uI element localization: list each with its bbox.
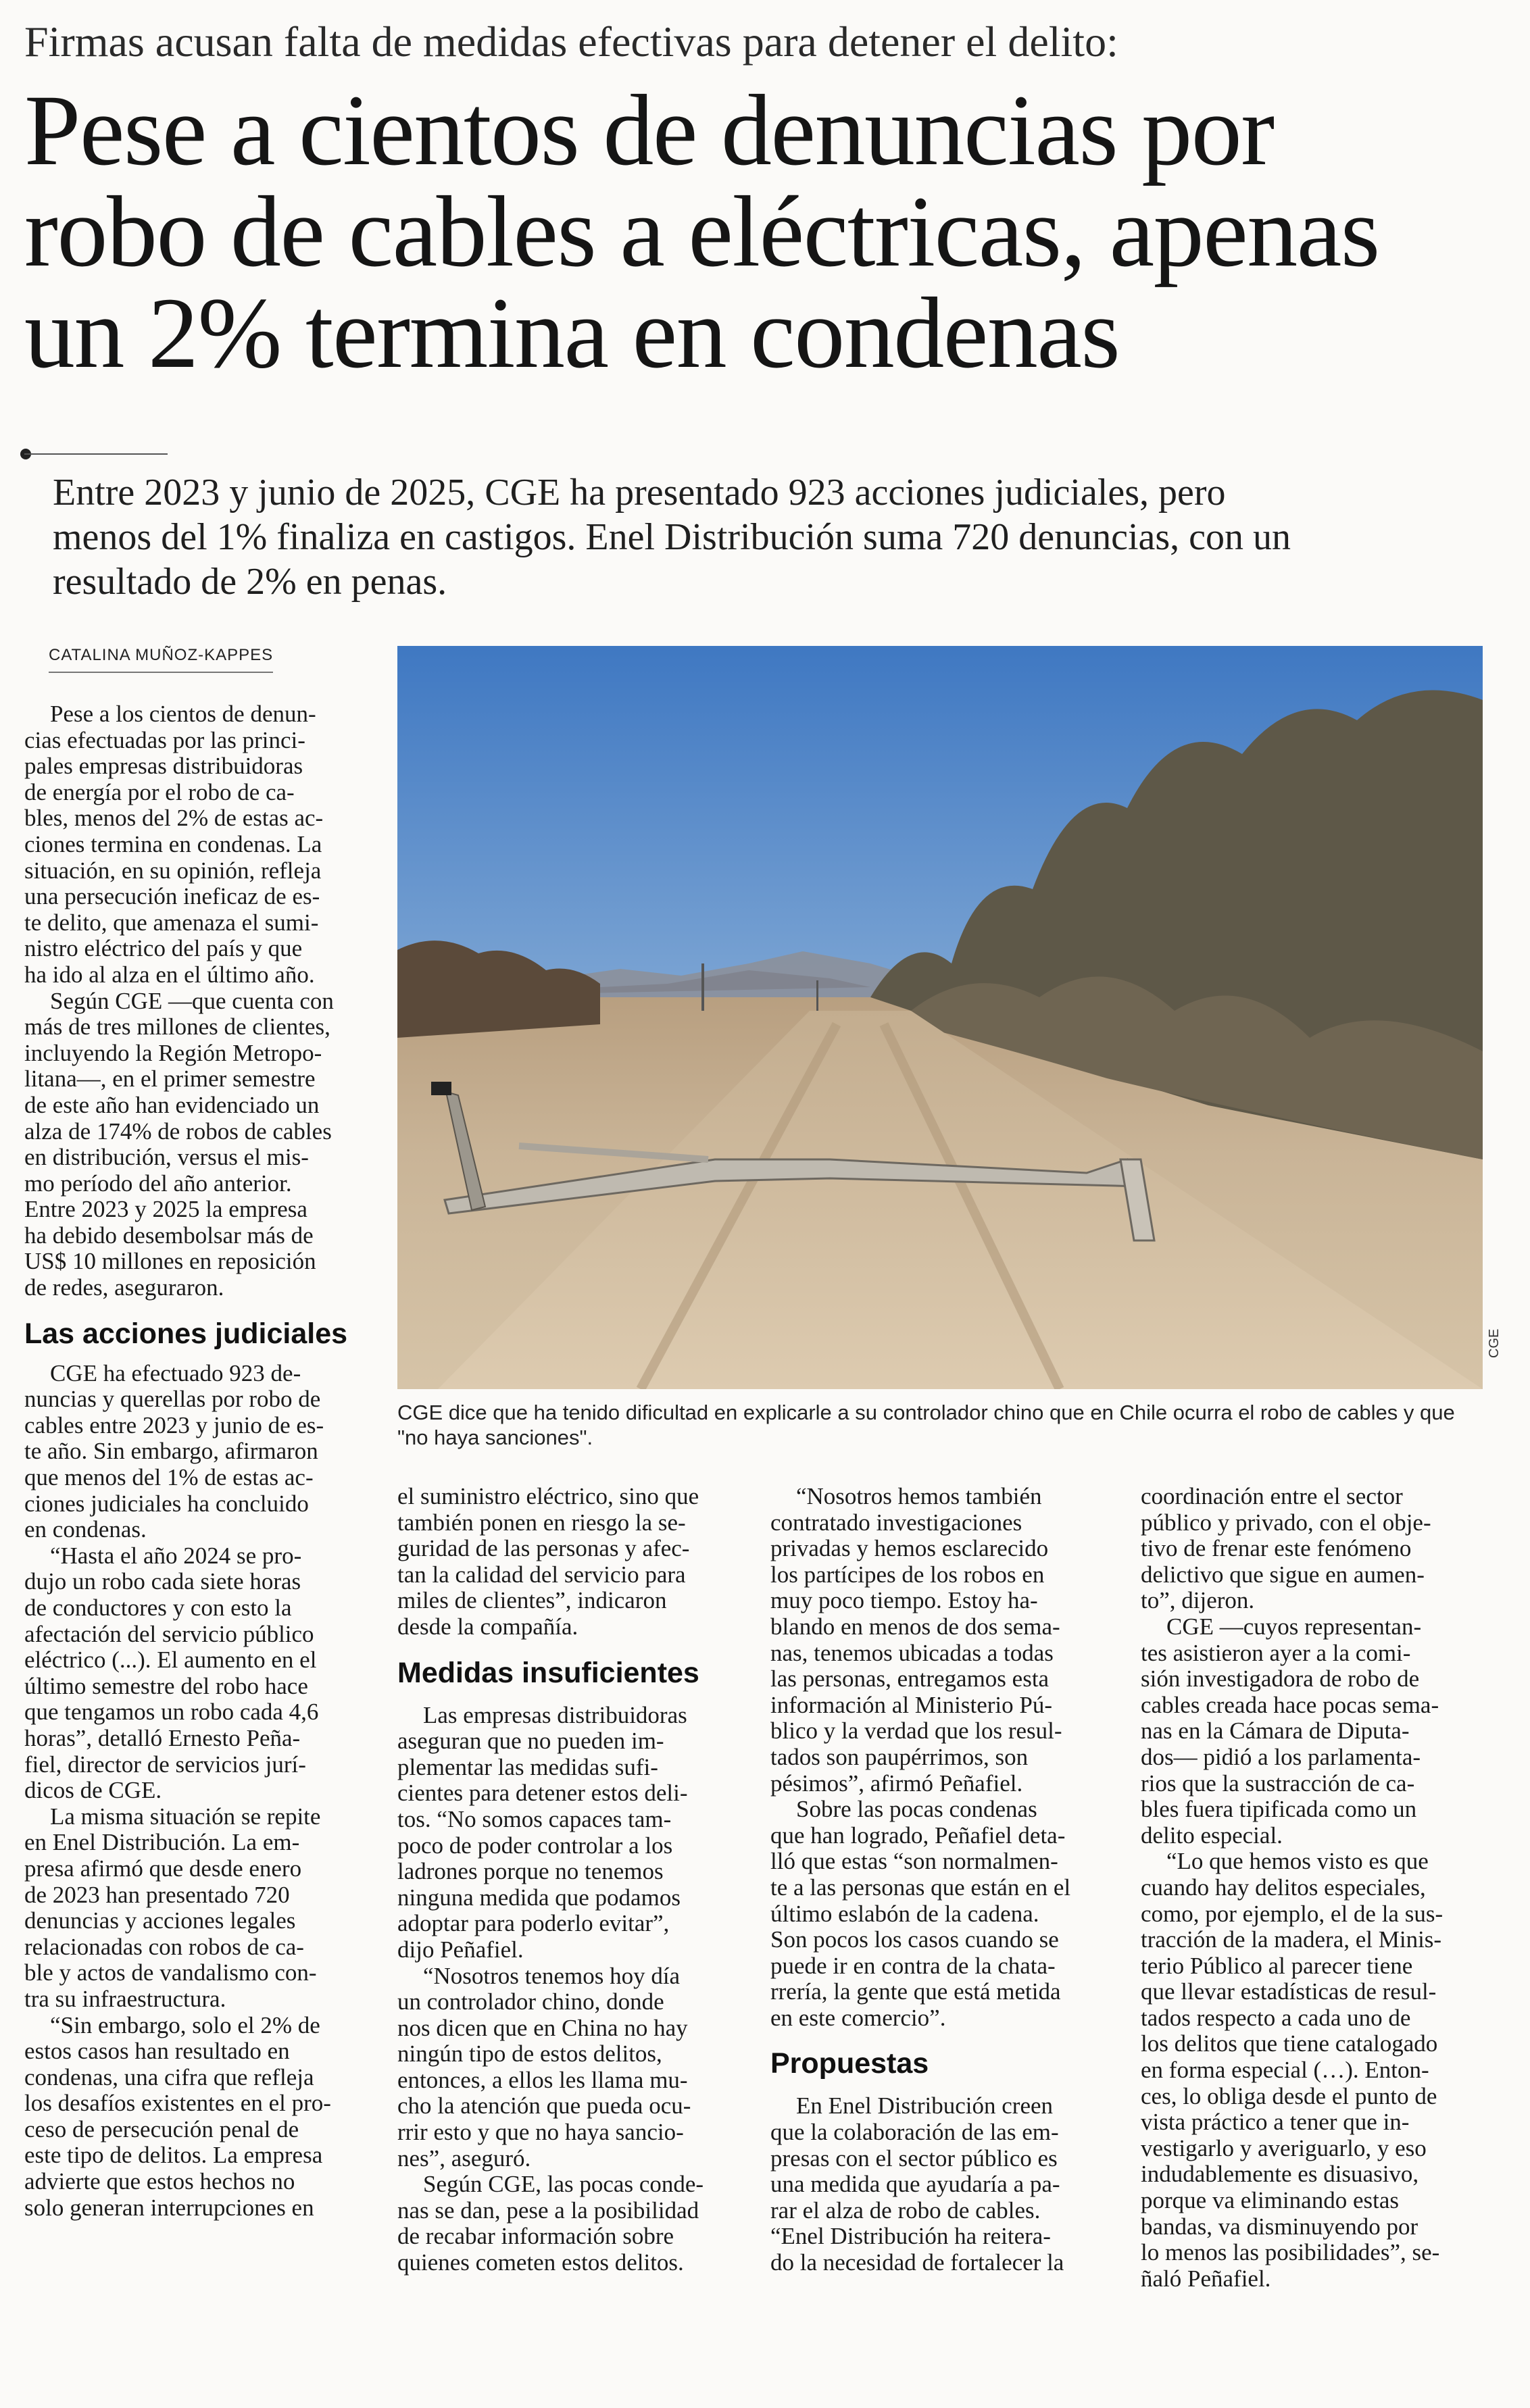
text-line: CGE ha efectuado 923 de- xyxy=(50,1359,301,1386)
text-line: te delito, que amenaza el sumi- xyxy=(24,909,319,936)
text-line: rrir esto y que no haya sancio- xyxy=(397,2119,684,2146)
text-line: de este año han evidenciado un xyxy=(24,1091,320,1118)
column-3 xyxy=(770,1484,1115,2276)
text-line: CGE —cuyos representan- xyxy=(1166,1613,1422,1640)
text-line: de redes, aseguraron. xyxy=(24,1274,224,1301)
text-line: tados respecto a cada uno de xyxy=(1141,2004,1411,2031)
text-line: “Enel Distribución ha reitera- xyxy=(770,2223,1051,2250)
text-line: Sobre las pocas condenas xyxy=(796,1796,1037,1823)
text-line: los delitos que tiene catalogado xyxy=(1141,2030,1438,2057)
text-line: mo período del año anterior. xyxy=(24,1170,292,1197)
text-line: eléctrico (...). El aumento en el xyxy=(24,1647,317,1674)
deck-line: resultado de 2% en penas. xyxy=(53,561,447,603)
text-line: terio Público al parecer tiene xyxy=(1141,1952,1413,1979)
text-line: adoptar para poderlo evitar”, xyxy=(397,1910,670,1937)
text-line: entonces, a ellos les llama mu- xyxy=(397,2066,688,2093)
text-line: en este comercio”. xyxy=(770,2004,946,2031)
text-line: ble y actos de vandalismo con- xyxy=(24,1959,317,1986)
text-line: el suministro eléctrico, sino que xyxy=(397,1483,699,1509)
text-line: Según CGE, las pocas conde- xyxy=(423,2171,704,2198)
text-line: pésimos”, afirmó Peñafiel. xyxy=(770,1770,1023,1797)
text-line: solo generan interrupciones en xyxy=(24,2194,314,2221)
text-line: que han logrado, Peñafiel deta- xyxy=(770,1822,1066,1849)
article-photo xyxy=(397,646,1483,1389)
text-line: En Enel Distribución creen xyxy=(796,2092,1054,2119)
text-line: rios que la sustracción de ca- xyxy=(1141,1770,1415,1797)
text-line: contratado investigaciones xyxy=(770,1509,1022,1536)
text-line: que llevar estadísticas de resul- xyxy=(1141,1978,1437,2005)
text-line: privadas y hemos esclarecido xyxy=(770,1535,1049,1562)
headline-line: un 2% termina en condenas xyxy=(24,277,1120,389)
text-line: Son pocos los casos cuando se xyxy=(770,1926,1059,1953)
text-line: aseguran que no pueden im- xyxy=(397,1728,664,1755)
photo-illustration xyxy=(397,646,1483,1389)
text-line: una persecución ineficaz de es- xyxy=(24,883,320,910)
text-line: muy poco tiempo. Estoy ha- xyxy=(770,1587,1038,1614)
text-line: blando en menos de dos sema- xyxy=(770,1613,1060,1640)
text-line: de energía por el robo de ca- xyxy=(24,778,295,805)
text-line: ñaló Peñafiel. xyxy=(1141,2265,1271,2292)
text-line: tan la calidad del servicio para xyxy=(397,1561,686,1588)
text-line: ningún tipo de estos delitos, xyxy=(397,2040,662,2067)
text-line: los desafíos existentes en el pro- xyxy=(24,2090,331,2117)
text-line: de 2023 han presentado 720 xyxy=(24,1881,290,1908)
kicker: Firmas acusan falta de medidas efectivas para detener el delito: xyxy=(24,18,1118,66)
col4-text xyxy=(1141,1484,1492,2292)
text-line: dicos de CGE. xyxy=(24,1777,162,1804)
text-line: tivo de frenar este fenómeno xyxy=(1141,1535,1412,1562)
text-line: cables entre 2023 y junio de es- xyxy=(24,1411,324,1438)
text-line: nas se dan, pese a la posibilidad xyxy=(397,2197,699,2224)
text-line: información al Ministerio Pú- xyxy=(770,1691,1053,1718)
text-line: este tipo de delitos. La empresa xyxy=(24,2142,323,2169)
text-line: más de tres millones de clientes, xyxy=(24,1013,330,1040)
text-line: relacionadas con robos de ca- xyxy=(24,1933,304,1960)
text-line: nas en la Cámara de Diputa- xyxy=(1141,1717,1410,1745)
text-line: tos. “No somos capaces tam- xyxy=(397,1805,672,1832)
text-line: La misma situación se repite xyxy=(50,1803,321,1830)
text-line: dujo un robo cada siete horas xyxy=(24,1568,301,1595)
text-line: litana—, en el primer semestre xyxy=(24,1065,316,1093)
text-line: quienes cometen estos delitos. xyxy=(397,2249,684,2276)
column-4 xyxy=(1141,1484,1492,2292)
text-line: ha ido al alza en el último año. xyxy=(24,961,315,988)
text-line: último semestre del robo hace xyxy=(24,1672,308,1699)
text-line: te a las personas que están en el xyxy=(770,1874,1071,1901)
col2-bottom-text xyxy=(397,1703,735,2276)
text-line: alza de 174% de robos de cables xyxy=(24,1118,332,1145)
text-line: situación, en su opinión, refleja xyxy=(24,857,322,884)
column-2 xyxy=(397,1484,735,2276)
text-line: do la necesidad de fortalecer la xyxy=(770,2249,1064,2276)
text-line: lo menos las posibilidades”, se- xyxy=(1141,2239,1440,2266)
text-line: desde la compañía. xyxy=(397,1613,578,1640)
column-1 xyxy=(24,701,376,2221)
text-line: tes asistieron ayer a la comi- xyxy=(1141,1639,1411,1666)
text-line: Entre 2023 y 2025 la empresa xyxy=(24,1196,307,1223)
text-line: nistro eléctrico del país y que xyxy=(24,935,303,962)
col2-top-text xyxy=(397,1484,735,1640)
text-line: te año. Sin embargo, afirmaron xyxy=(24,1438,318,1465)
text-line: condenas, una cifra que refleja xyxy=(24,2063,314,2090)
text-line: rrería, la gente que está metida xyxy=(770,1978,1061,2005)
text-line: fiel, director de servicios jurí- xyxy=(24,1751,306,1778)
col1-top-text xyxy=(24,701,376,1301)
text-line: delito especial. xyxy=(1141,1822,1283,1849)
text-line: Pese a los cientos de denun- xyxy=(50,701,316,727)
text-line: en Enel Distribución. La em- xyxy=(24,1829,300,1856)
text-line: horas”, detalló Ernesto Peña- xyxy=(24,1724,301,1751)
text-line: ces, lo obliga desde el punto de xyxy=(1141,2082,1437,2109)
text-line: rar el alza de robo de cables. xyxy=(770,2197,1041,2224)
text-line: puede ir en contra de la chata- xyxy=(770,1952,1056,1979)
text-line: “Lo que hemos visto es que xyxy=(1166,1848,1429,1875)
text-line: ciones judiciales ha concluido xyxy=(24,1490,309,1517)
text-line: como, por ejemplo, el de la sus- xyxy=(1141,1900,1443,1927)
text-line: de recabar información sobre xyxy=(397,2223,674,2250)
text-line: cientes para detener estos deli- xyxy=(397,1780,688,1807)
text-line: estos casos han resultado en xyxy=(24,2038,290,2065)
text-line: “Nosotros hemos también xyxy=(796,1483,1042,1509)
text-line: blico y la verdad que los resul- xyxy=(770,1717,1062,1745)
text-line: ceso de persecución penal de xyxy=(24,2115,299,2142)
text-line: presa afirmó que desde enero xyxy=(24,1855,302,1882)
text-line: ninguna medida que podamos xyxy=(397,1884,681,1911)
text-line: ha debido desembolsar más de xyxy=(24,1222,314,1249)
subhead-medidas-insuficientes: Medidas insuficientes xyxy=(397,1656,699,1689)
text-line: público y privado, con el obje- xyxy=(1141,1509,1431,1536)
text-line: porque va eliminando estas xyxy=(1141,2187,1399,2214)
deck-line: menos del 1% finaliza en castigos. Enel Distribución suma 720 denuncias, con un xyxy=(53,516,1291,558)
col3-top-text xyxy=(770,1484,1115,2031)
text-line: vista práctico a tener que in- xyxy=(1141,2109,1410,2136)
text-line: pales empresas distribuidoras xyxy=(24,753,303,780)
deck-line: Entre 2023 y junio de 2025, CGE ha presentado 923 acciones judiciales, pero xyxy=(53,472,1226,513)
text-line: que menos del 1% de estas ac- xyxy=(24,1464,314,1491)
text-line: miles de clientes”, indicaron xyxy=(397,1587,667,1614)
col1-bottom-text xyxy=(24,1361,376,2222)
text-line: guridad de las personas y afec- xyxy=(397,1535,690,1562)
text-line: que tengamos un robo cada 4,6 xyxy=(24,1699,319,1726)
text-line: ladrones porque no tenemos xyxy=(397,1858,664,1885)
text-line: tados son paupérrimos, son xyxy=(770,1743,1029,1770)
text-line: delictivo que sigue en aumen- xyxy=(1141,1561,1425,1588)
divider xyxy=(24,453,168,455)
caption-line: CGE dice que ha tenido dificultad en explicarle a su controlador chino que en Chile ocurra el robo de cables y que xyxy=(397,1401,1455,1424)
text-line: advierte que estos hechos no xyxy=(24,2168,295,2195)
photo-credit: CGE xyxy=(1487,1328,1502,1358)
text-line: los partícipes de los robos en xyxy=(770,1561,1045,1588)
text-line: poco de poder controlar a los xyxy=(397,1832,673,1859)
text-line: nas, tenemos ubicadas a todas xyxy=(770,1639,1054,1666)
text-line: tracción de la madera, el Minis- xyxy=(1141,1926,1442,1953)
text-line: afectación del servicio público xyxy=(24,1620,314,1647)
text-line: ciones termina en condenas. La xyxy=(24,830,322,857)
text-line: bandas, va disminuyendo por xyxy=(1141,2213,1418,2240)
text-line: presas con el sector público es xyxy=(770,2144,1058,2172)
text-line: último eslabón de la cadena. xyxy=(770,1900,1039,1927)
text-line: cias efectuadas por las princi- xyxy=(24,726,305,753)
text-line: bles, menos del 2% de estas ac- xyxy=(24,805,324,832)
text-line: US$ 10 millones en reposición xyxy=(24,1248,316,1275)
text-line: en distribución, versus el mis- xyxy=(24,1144,309,1171)
text-line: en forma especial (…). Enton- xyxy=(1141,2057,1429,2084)
text-line: tra su infraestructura. xyxy=(24,1985,226,2012)
text-line: coordinación entre el sector xyxy=(1141,1483,1403,1509)
text-line: “Hasta el año 2024 se pro- xyxy=(50,1542,302,1569)
text-line: sión investigadora de robo de xyxy=(1141,1665,1420,1692)
headline-line: robo de cables a eléctricas, apenas xyxy=(24,176,1379,288)
text-line: nes”, aseguró. xyxy=(397,2144,531,2172)
caption-line: "no haya sanciones". xyxy=(397,1426,593,1449)
text-line: un controlador chino, donde xyxy=(397,1988,664,2015)
headline-line: Pese a cientos de denuncias por xyxy=(24,74,1274,186)
text-line: nos dicen que en China no hay xyxy=(397,2014,688,2041)
subhead-propuestas: Propuestas xyxy=(770,2047,929,2080)
text-line: cho la atención que pueda ocu- xyxy=(397,2092,691,2119)
text-line: las personas, entregamos esta xyxy=(770,1665,1050,1692)
text-line: plementar las medidas sufi- xyxy=(397,1753,658,1780)
headline xyxy=(24,74,1518,389)
text-line: “Nosotros tenemos hoy día xyxy=(423,1962,681,1989)
text-line: nuncias y querellas por robo de xyxy=(24,1386,321,1413)
col3-bottom-text xyxy=(770,2093,1115,2276)
text-line: to”, dijeron. xyxy=(1141,1587,1255,1614)
byline: CATALINA MUÑOZ-KAPPES xyxy=(49,646,273,673)
text-line: lló que estas “son normalmen- xyxy=(770,1848,1058,1875)
text-line: cuando hay delitos especiales, xyxy=(1141,1874,1426,1901)
deck xyxy=(53,470,1499,604)
text-line: cables creada hace pocas sema- xyxy=(1141,1691,1439,1718)
text-line: Según CGE —que cuenta con xyxy=(50,987,334,1014)
text-line: dos— pidió a los parlamenta- xyxy=(1141,1743,1421,1770)
text-line: también ponen en riesgo la se- xyxy=(397,1509,686,1536)
text-line: “Sin embargo, solo el 2% de xyxy=(50,2011,320,2038)
subhead-acciones-judiciales: Las acciones judiciales xyxy=(24,1317,348,1350)
text-line: incluyendo la Región Metropo- xyxy=(24,1039,322,1066)
text-line: indudablemente es disuasivo, xyxy=(1141,2161,1419,2188)
text-line: en condenas. xyxy=(24,1516,147,1543)
photo-caption xyxy=(397,1400,1506,1450)
text-line: de conductores y con esto la xyxy=(24,1595,292,1621)
text-line: vestigarlo y averiguarlo, y eso xyxy=(1141,2134,1427,2161)
text-line: dijo Peñafiel. xyxy=(397,1936,524,1963)
text-line: Las empresas distribuidoras xyxy=(423,1701,687,1728)
text-line: que la colaboración de las em- xyxy=(770,2119,1059,2146)
text-line: bles fuera tipificada como un xyxy=(1141,1796,1417,1823)
text-line: denuncias y acciones legales xyxy=(24,1907,296,1934)
text-line: una medida que ayudaría a pa- xyxy=(770,2171,1060,2198)
